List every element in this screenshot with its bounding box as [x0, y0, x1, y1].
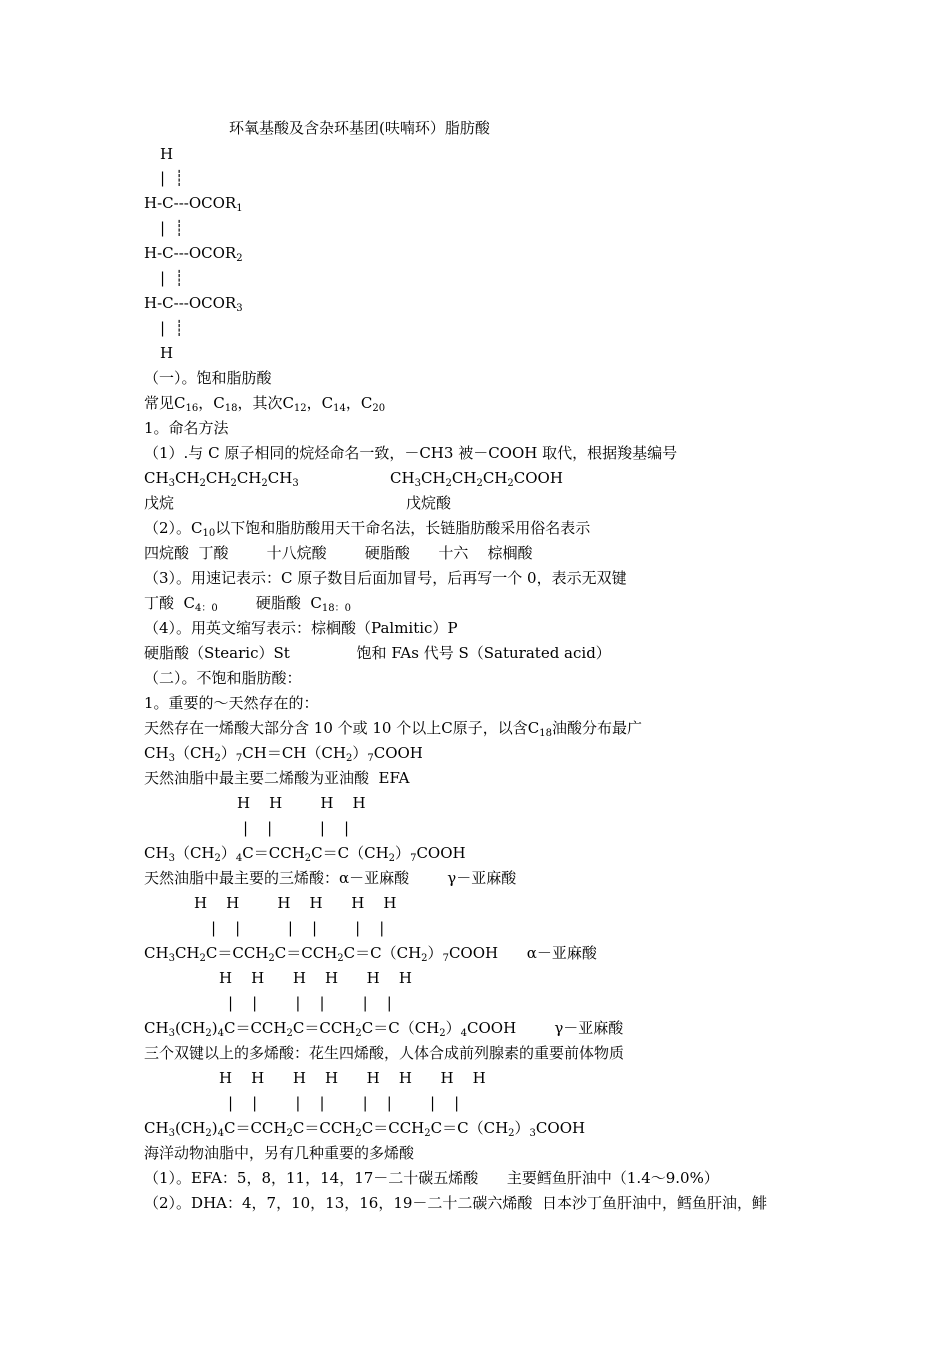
naming-heading: 1。命名方法	[144, 419, 229, 437]
naming-rule-3: （3）。用速记表示：C 原子数目后面加冒号，后再写一个 0，表示无双键	[144, 569, 627, 587]
section-unsaturated-title: （二）。不饱和脂肪酸：	[144, 669, 302, 687]
pentane-formula: $CH_3CH_2CH_2CH_2CH_3$	[144, 469, 299, 489]
pentane-name: 戊烷	[144, 494, 175, 512]
pentanoic-acid-name: 戊烷酸	[406, 494, 452, 512]
page-title: 环氧基酸及含杂环基团(呋喃环）脂肪酸	[229, 119, 490, 137]
marine-oils-description: 海洋动物油脂中，另有几种重要的多烯酸	[144, 1144, 415, 1162]
important-heading: 1。重要的～天然存在的：	[144, 694, 319, 712]
glyceride-row-2: $H-C---OCOR_2$	[144, 244, 243, 264]
arachidonic-h-row: H H H H H H H H	[219, 1069, 486, 1087]
glyceride-h-top: H	[160, 145, 174, 163]
alpha-linolenic-h-row: H H H H H H	[194, 894, 397, 912]
naming-rule-4: （4）。用英文缩写表示：棕榈酸（Palmitic）P	[144, 619, 458, 637]
diene-description: 天然油脂中最主要二烯酸为亚油酸 EFA	[144, 769, 410, 787]
common-chain-lengths: 常见$C_{16}$，$C_{18}$，其次$C_{12}$，$C_{14}$，$C_{20}$	[144, 394, 386, 414]
glyceride-bond-3: | ┊	[160, 269, 184, 287]
naming-examples: 四烷酸 丁酸 十八烷酸 硬脂酸 十六 棕榈酸	[144, 544, 533, 562]
pentanoic-acid-formula: $CH_3CH_2CH_2CH_2COOH$	[390, 469, 563, 489]
alpha-linolenic-formula: $CH_3CH_2C=CCH_2C=CCH_2C=C(CH_2)_7COOH$ α－亚麻酸	[144, 944, 597, 964]
naming-rule-2: （2）。$C_{10}$以下饱和脂肪酸用天干命名法，长链脂肪酸采用俗名表示	[144, 519, 591, 539]
dha-line: （2）。DHA：4，7，10，13，16，19－二十二碳六烯酸 日本沙丁鱼肝油中，鳕鱼肝油，鲱	[144, 1194, 767, 1212]
linoleic-h-row: H H H H	[237, 794, 366, 812]
glyceride-bond-2: | ┊	[160, 219, 184, 237]
glyceride-row-1: $H-C---OCOR_1$	[144, 194, 243, 214]
shorthand-examples: 丁酸 $C_{4:0}$ 硬脂酸 $C_{18:0}$	[144, 594, 352, 614]
linoleic-bond-row: | | | |	[243, 819, 350, 837]
gamma-linolenic-formula: $CH_3(CH_2)_4C=CCH_2C=CCH_2C=C(CH_2)_4COOH$ γ－亚麻酸	[144, 1019, 624, 1039]
linoleic-acid-formula: $CH_3(CH_2)_4C=CCH_2C=C(CH_2)_7COOH$	[144, 844, 466, 864]
gamma-linolenic-bond-row: | | | | | |	[228, 994, 392, 1012]
glyceride-bond-1: | ┊	[160, 169, 184, 187]
glyceride-bond-4: | ┊	[160, 319, 184, 337]
polyene-description: 三个双键以上的多烯酸：花生四烯酸，人体合成前列腺素的重要前体物质	[144, 1044, 625, 1062]
epa-line: （1）。EFA：5，8，11，14，17－二十碳五烯酸 主要鳕鱼肝油中（1.4～9.0%）	[144, 1169, 719, 1187]
gamma-linolenic-h-row: H H H H H H	[219, 969, 412, 987]
naming-rule-1: （1）.与 C 原子相同的烷烃命名一致，－CH3 被－COOH 取代，根据羧基编号	[144, 444, 678, 462]
glyceride-row-3: $H-C---OCOR_3$	[144, 294, 243, 314]
arachidonic-acid-formula: $CH_3(CH_2)_4C=CCH_2C=CCH_2C=CCH_2C=C(CH_2)_3COOH$	[144, 1119, 586, 1139]
oleic-acid-formula: $CH_3(CH_2)_7CH=CH(CH_2)_7COOH$	[144, 744, 423, 764]
monoene-description: 天然存在一烯酸大部分含 10 个或 10 个以上C原子，以含$C_{18}$油酸分布最广	[144, 719, 642, 739]
alpha-linolenic-bond-row: | | | | | |	[211, 919, 385, 937]
arachidonic-bond-row: | | | | | | | |	[228, 1094, 460, 1112]
stearic-abbreviation: 硬脂酸（Stearic）St 饱和 FAs 代号 S（Saturated acid）	[144, 644, 611, 662]
triene-description: 天然油脂中最主要的三烯酸：α－亚麻酸 γ－亚麻酸	[144, 869, 517, 887]
glyceride-h-bottom: H	[160, 344, 174, 362]
section-saturated-title: （一）。饱和脂肪酸	[144, 369, 272, 387]
